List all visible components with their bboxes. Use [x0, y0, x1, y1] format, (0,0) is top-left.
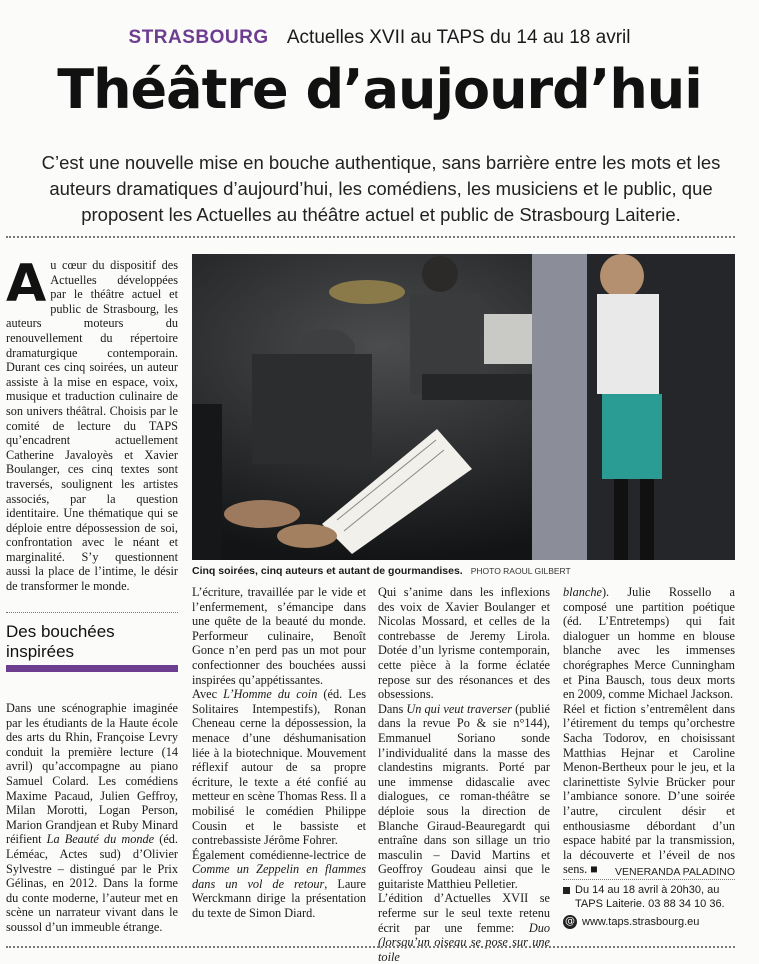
photo-caption	[192, 565, 735, 577]
info-dates-row	[563, 883, 735, 911]
info-website[interactable]: www.taps.strasbourg.eu	[582, 916, 700, 928]
col3-title-2: Duo (lorsqu’un oiseau se pose sur une toile	[378, 920, 550, 964]
col4-paragraph-2: Réel et fiction s’entremêlent dans l’étirement du temps qu’orchestre Sacha Todorov, en choisissant Matthias Hejnar et Caroline Menon-Bertheux pour le jeu, et la clarinettiste Sylvie Brücker pour l’ambiance sonore. D’une soirée l’autre, circulent désir et enthousiasme débordant d’un espace habité par la transmission, la découverte et l’éveil de nos sens.	[563, 701, 735, 877]
col3-title: Un qui veut traverser	[406, 701, 513, 716]
intro-text: u cœur du dispositif des Actuelles développées par le théâtre actuel et public de Strasbourg, les auteurs moteurs du renouvellement du répertoire dramaturgique contemporain. Durant ces cinq soirées, un auteur assiste à la mise en espace, voix, musique et traduction culinaire de son univers théâtral. Choisis par le comité de lecture du TAPS qu’encadrent actuellement Catherine Javaloyès et Xavier Boulanger, ces cinq textes sont traversés, soulignent les artistes associés, par la question identitaire. Une thématique qui se déploie entre dépossession de soi, confrontation avec le néant et marginalité. S’y questionnent aussi la place de l’intime, le désir de transformer le monde.	[6, 258, 178, 594]
article-column-3	[378, 585, 550, 964]
col3-paragraph-1: Qui s’anime dans les inflexions des voix de Xavier Boulanger et Nicolas Mossard, et celles de la contrebasse de Jeremy Lirola. Dotée d’un lyrisme contemporain, cette pièce à la forme éclatée repose sur des résonances et des obsessions.	[378, 585, 550, 702]
article-column-4	[563, 585, 735, 877]
lead-paragraph: C’est une nouvelle mise en bouche authentique, sans barrière entre les mots et les auteurs dramatiques d’aujourd’hui, les comédiens, les musiciens et le public, que proposent les Actuelles au théâtre actuel et public de Strasbourg Laiterie.	[41, 152, 721, 225]
info-box	[563, 883, 735, 929]
col2-text-d: , Laure Werckmann dirige la présentation du texte de Simon Diard.	[192, 876, 366, 921]
info-dates: Du 14 au 18 avril à 20h30, au TAPS Laiterie. 03 88 34 10 36.	[575, 884, 725, 910]
article-photo	[192, 254, 735, 560]
article-column-2	[192, 585, 366, 921]
author-signature: VENERANDA PALADINO	[614, 866, 735, 878]
col2-text-c: Également comédienne-lectrice de	[192, 847, 366, 862]
col1b-text-2: (éd. Léméac, Actes sud) d’Olivier Sylvestre – distingué par le Prix Gélinas, en 2012. Dans la forme du conte moderne, l’auteur met en scène un narrateur vivant dans le soussol d’un immeuble étrange.	[6, 832, 178, 934]
col3-text-c: L’édition d’Actuelles XVII se referme sur le seul texte retenu écrit par une femme:	[378, 891, 550, 935]
photo-credit: PHOTO RAOUL GILBERT	[470, 566, 571, 576]
dropcap: A	[6, 254, 47, 314]
end-mark-icon: ■	[590, 862, 598, 877]
divider-top	[6, 236, 735, 238]
headline: Théâtre d’aujourd’hui	[57, 58, 702, 121]
col4-title-end: blanche	[563, 585, 602, 599]
col4-text: ). Julie Rossello a composé une partition poétique (éd. L’Entretemps) qui fait dialoguer un homme en blouse blanche avec les immenses chorégraphes Merce Cunningham et Pina Bausch, tous deux morts en 2009, comme Michael Jackson.	[563, 585, 735, 702]
col2-text: Avec	[192, 687, 224, 702]
section-accent-bar	[6, 665, 178, 672]
divider-info	[563, 879, 735, 880]
col1b-text-1: Dans une scénographie imaginée par les étudiants de la Haute école des arts du Rhin, Françoise Levry conduit la première lecture (14 avril) qu’accompagne au piano Samuel Colard. Les comédiens Maxime Pacaud, Julien Geffroy, Milan Morotti, Logan Person, Marion Grandjean et Ruby Minard réifient	[6, 701, 178, 847]
article-column-1b	[6, 701, 178, 935]
col2-title: L’Homme du coin	[223, 687, 318, 702]
article-intro	[6, 254, 178, 594]
divider-section	[6, 612, 178, 613]
photo-illustration	[192, 254, 735, 560]
at-sign-icon: @	[565, 916, 575, 927]
col2-title-2: Comme un Zeppelin en flammes dans un vol de retour	[192, 862, 366, 891]
col3-text: Dans	[378, 701, 407, 716]
kicker-city: STRASBOURG	[128, 27, 269, 48]
kicker-subtitle: Actuelles XVII au TAPS du 14 au 18 avril	[286, 27, 631, 48]
col3-text-b: (publié dans la revue Po & sie n°144), Emmanuel Soriano sonde l’individualité dans la masse des clandestins migrants. Porté par une immense didascalie avec dialogues, ce roman-théâtre se déploie sous la direction de Blanche Giraud-Beauregardt qui entraîne dans son sillage un trio masculin – David Martins et Geoffroy Goudeau ainsi que le guitariste Matthieu Pelletier.	[378, 701, 550, 891]
info-web-row	[563, 915, 735, 929]
divider-bottom	[6, 946, 735, 948]
kicker	[0, 27, 759, 49]
col2-paragraph-1: L’écriture, travaillée par le vide et l’enfermement, s’émancipe dans une quête de la beauté du monde. Performeur culinaire, Benoît Gonce n’en perd pas un mot pour confectionner des bouchées aussi inspirées qu’appétissantes.	[192, 585, 366, 687]
caption-text: Cinq soirées, cinq auteurs et autant de gourmandises.	[192, 565, 463, 577]
section-title: Des bouchées inspirées	[6, 622, 115, 661]
col1b-title: La Beauté du monde	[46, 832, 155, 847]
col2-text-b: (éd. Les Solitaires Intempestifs), Ronan Cheneau cerne la dépossession, la menace d’une déshumanisation liée à la biotechnique. Mouvement réflexif autour de sa propre écriture, le texte a été confié au metteur en scène Thomas Ress. Il a mobilisé le comédien Philippe Cousin et le bassiste et contrebassiste Jérôme Fohrer.	[192, 687, 366, 848]
square-bullet-icon	[563, 887, 570, 894]
